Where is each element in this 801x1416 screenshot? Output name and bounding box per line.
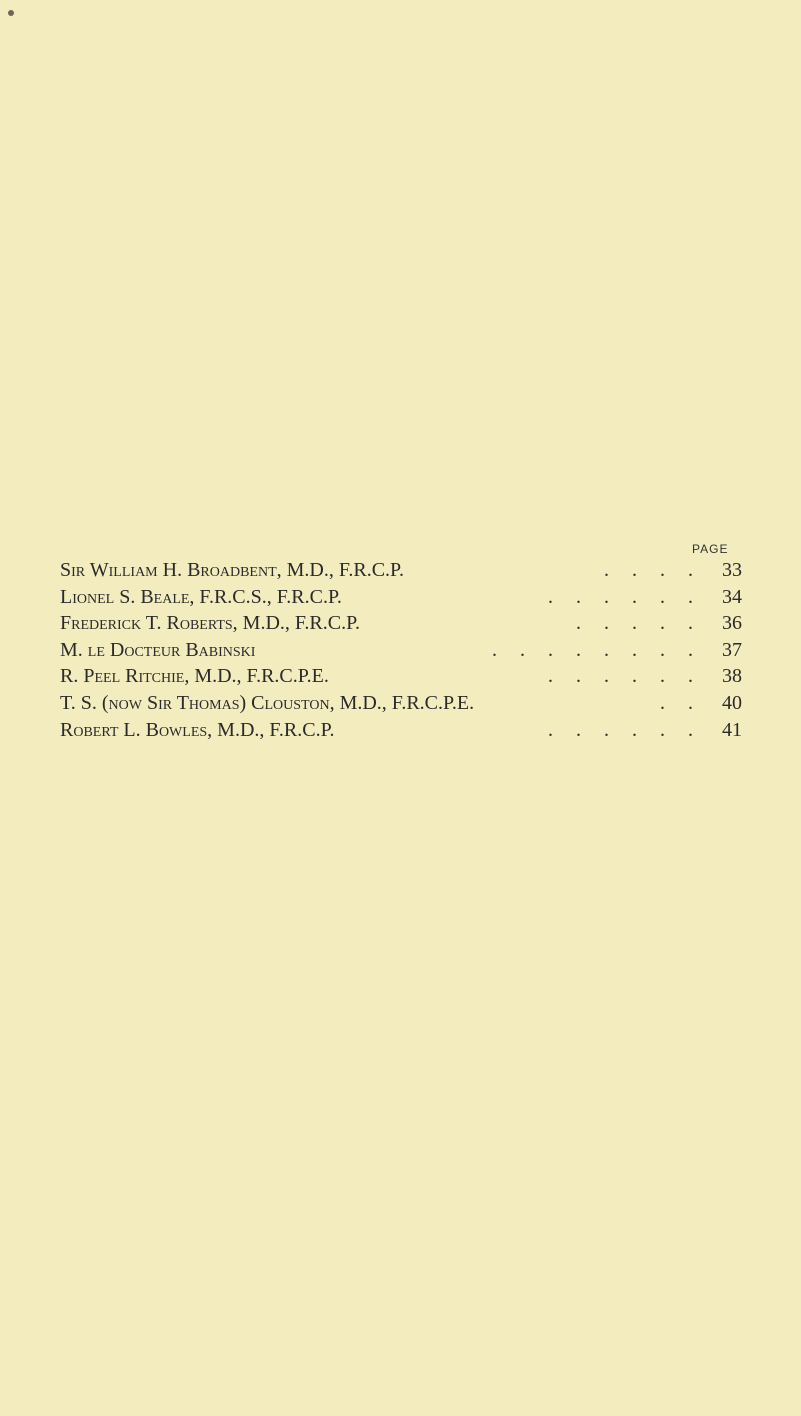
dot-leader: . . . . . . . .	[492, 638, 702, 661]
toc-entry	[60, 692, 742, 719]
toc-entry	[60, 612, 742, 639]
page-number: 34	[722, 585, 742, 608]
page-number: 36	[722, 612, 742, 635]
table-of-contents	[60, 559, 742, 745]
entry-text: R. Peel Ritchie, M.D., F.R.C.P.E.	[60, 665, 329, 688]
dot-leader: . . . . .	[576, 612, 702, 635]
page-column-header: PAGE	[692, 542, 729, 556]
toc-entry	[60, 719, 742, 746]
page-number: 40	[722, 691, 742, 714]
entry-text: Frederick T. Roberts, M.D., F.R.C.P.	[60, 612, 361, 635]
entry-text: Lionel S. Beale, F.R.C.S., F.R.C.P.	[60, 585, 342, 608]
dot-leader: . . . . . .	[548, 585, 702, 608]
dot-leader: . . . .	[604, 559, 702, 581]
page-speck	[8, 10, 14, 16]
entry-text: Sir William H. Broadbent, M.D., F.R.C.P.	[60, 559, 404, 581]
dot-leader: . . . . . .	[548, 665, 702, 688]
page-number: 41	[722, 718, 742, 741]
page-number: 33	[722, 559, 742, 581]
entry-text: M. le Docteur Babinski	[60, 638, 256, 661]
toc-entry	[60, 639, 742, 666]
dot-leader: . . . . . .	[548, 718, 702, 741]
toc-entry	[60, 586, 742, 613]
page-number: 37	[722, 638, 742, 661]
entry-text: Robert L. Bowles, M.D., F.R.C.P.	[60, 718, 335, 741]
page-number: 38	[722, 665, 742, 688]
entry-text: T. S. (now Sir Thomas) Clouston, M.D., F.R.C.P.E.	[60, 691, 475, 714]
toc-entry	[60, 665, 742, 692]
dot-leader: . .	[660, 691, 702, 714]
toc-entry	[60, 559, 742, 586]
